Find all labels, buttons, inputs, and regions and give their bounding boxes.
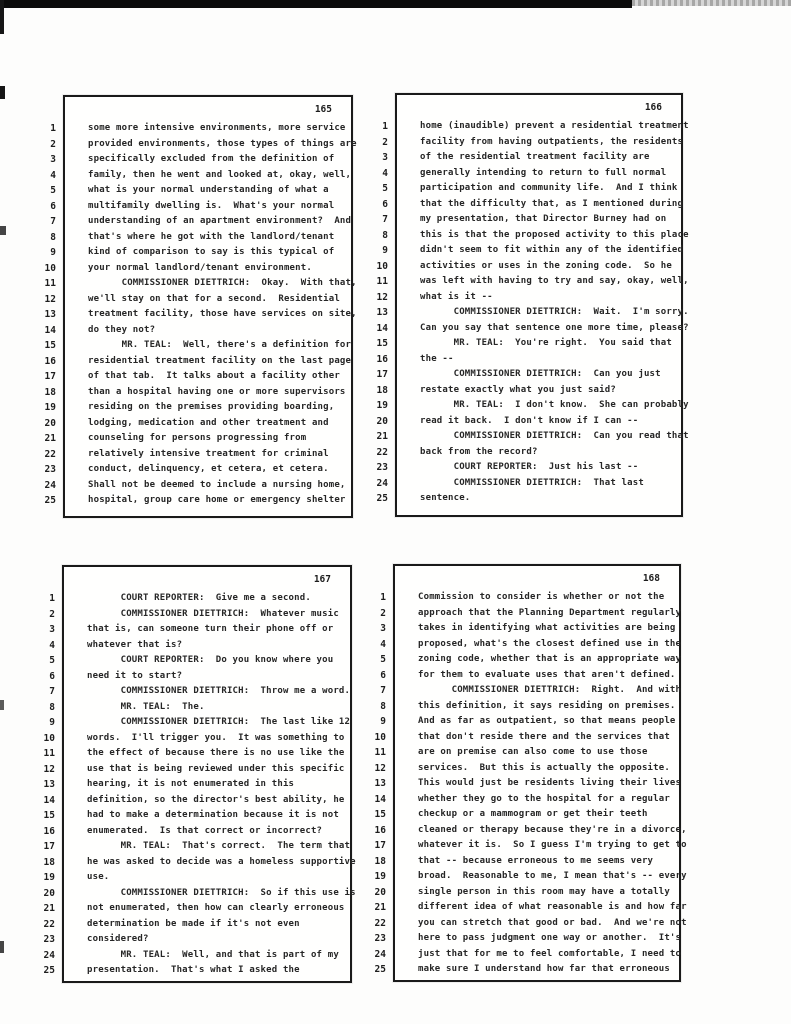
line-number: 6	[382, 198, 388, 210]
line-number: 23	[376, 462, 388, 473]
transcript-line: specifically excluded from the definition of	[88, 154, 335, 164]
transcript-line: COMMISSIONER DIETTRICH: So if this use is	[87, 887, 356, 898]
line-number: 6	[49, 670, 55, 682]
transcript-line: COURT REPORTER: Do you know where you	[87, 655, 334, 665]
transcript-line: Can you say that sentence one more time, please?	[420, 322, 689, 333]
transcript-line: are on premise can also come to use those	[418, 747, 648, 757]
line-number: 25	[43, 965, 55, 976]
transcript-line: some more intensive environments, more service	[88, 123, 346, 133]
line-number: 10	[44, 262, 56, 274]
transcript-line: facility from having outpatients, the residents	[420, 136, 684, 147]
line-number: 5	[382, 183, 388, 194]
line-number-gutter	[33, 121, 56, 509]
transcript-line: than a hospital having one or more supervisors	[88, 386, 346, 397]
scan-artifact	[0, 0, 4, 34]
transcript-line: residing on the premises providing boarding,	[88, 402, 335, 412]
transcript-line: broad. Reasonable to me, I mean that's -- every	[418, 871, 687, 881]
line-number: 13	[43, 779, 55, 790]
line-number: 6	[50, 200, 56, 212]
line-number: 13	[374, 778, 386, 789]
line-number: 10	[43, 732, 55, 744]
transcript-line: use.	[87, 872, 110, 882]
scan-edge-bar-top	[0, 0, 632, 8]
transcript-line: generally intending to return to full normal	[420, 167, 667, 178]
transcript-line: COMMISSIONER DIETTRICH: The last like 12	[87, 717, 351, 727]
line-number: 15	[44, 340, 56, 351]
line-number: 5	[49, 655, 55, 666]
line-number: 16	[44, 355, 56, 367]
line-number: 7	[380, 685, 386, 696]
page-text	[87, 591, 356, 979]
line-number: 24	[43, 949, 55, 961]
transcript-line: whether they go to the hospital for a regular	[418, 793, 670, 804]
line-number: 13	[44, 309, 56, 320]
line-number: 20	[44, 417, 56, 429]
page-number: 168	[642, 573, 660, 584]
line-number: 4	[382, 167, 388, 179]
line-number: 11	[376, 276, 388, 287]
transcript-line: understanding of an apartment environment? And	[88, 216, 352, 226]
transcript-line: COMMISSIONER DIETTRICH: Whatever music	[87, 608, 339, 619]
transcript-line: Commission to consider is whether or not the	[418, 592, 665, 602]
line-number: 16	[374, 824, 386, 836]
line-number: 22	[374, 917, 386, 929]
transcript-line: enumerated. Is that correct or incorrect?	[87, 825, 323, 836]
transcript-line: definition, so the director's best ability, he	[87, 794, 345, 805]
transcript-line: cleaned or therapy because they're in a divorce,	[418, 824, 687, 835]
page-number: 165	[314, 104, 332, 115]
line-number: 2	[380, 607, 386, 619]
transcript-line: MR. TEAL: You're right. You said that	[420, 338, 672, 348]
transcript-line: different idea of what reasonable is and how far	[418, 902, 687, 912]
line-number: 2	[49, 608, 55, 620]
page-number: 167	[313, 574, 331, 585]
transcript-line: use that is being reviewed under this specific	[87, 763, 345, 774]
transcript-line: here to pass judgment one way or another. It's	[418, 933, 682, 943]
transcript-line: what is it --	[420, 291, 493, 302]
transcript-line: sentence.	[420, 493, 471, 503]
line-number: 21	[374, 902, 386, 913]
transcript-line: whatever it is. So I guess I'm trying to get to	[418, 840, 687, 850]
transcript-line: he was asked to decide was a homeless supportive	[87, 856, 356, 867]
transcript-line: conduct, delinquency, et cetera, et cetera.	[88, 464, 329, 474]
transcript-line: MR. TEAL: Well, and that is part of my	[87, 949, 339, 960]
line-number: 9	[50, 247, 56, 258]
transcript-line: participation and community life. And I think	[420, 183, 678, 193]
page-text	[88, 121, 357, 509]
transcript-line: counseling for persons progressing from	[88, 433, 307, 443]
transcript-line: not enumerated, then how can clearly erroneous	[87, 903, 345, 913]
line-number: 22	[44, 448, 56, 460]
line-number: 20	[376, 415, 388, 427]
line-number: 10	[374, 731, 386, 743]
line-number: 24	[376, 477, 388, 489]
scan-artifact	[0, 700, 4, 710]
transcript-line: residential treatment facility on the last page	[88, 355, 352, 366]
transcript-line: determination be made if it's not even	[87, 918, 300, 929]
line-number: 9	[49, 717, 55, 728]
line-number: 11	[374, 747, 386, 758]
transcript-line: kind of comparison to say is this typical of	[88, 247, 335, 257]
page-border	[62, 565, 356, 983]
page-text	[420, 119, 689, 507]
line-number: 3	[49, 624, 55, 635]
transcript-line: MR. TEAL: That's correct. The term that	[87, 841, 351, 851]
line-number: 19	[374, 871, 386, 882]
line-number: 25	[44, 495, 56, 506]
transcript-line: MR. TEAL: The.	[87, 701, 205, 712]
transcript-line: of that tab. It talks about a facility other	[88, 371, 340, 381]
line-number: 5	[380, 654, 386, 665]
transcript-line: Shall not be deemed to include a nursing home,	[88, 479, 346, 490]
line-number-gutter	[32, 591, 55, 979]
transcript-line: the --	[420, 353, 454, 364]
page-text	[418, 590, 687, 978]
transcript-line: approach that the Planning Department regularly	[418, 607, 682, 618]
line-number: 1	[49, 593, 55, 604]
scan-edge-speckle-top-right	[632, 0, 791, 6]
line-number: 18	[374, 855, 386, 867]
transcript-page-165	[33, 95, 357, 518]
transcript-line: zoning code, whether that is an appropriate way	[418, 654, 682, 664]
transcript-line: read it back. I don't know if I can --	[420, 415, 639, 426]
line-number: 8	[382, 229, 388, 241]
transcript-line: whatever that is?	[87, 639, 183, 650]
transcript-line: lodging, medication and other treatment and	[88, 417, 329, 428]
line-number: 12	[374, 762, 386, 774]
line-number: 14	[376, 322, 388, 334]
line-number: 1	[380, 592, 386, 603]
line-number: 16	[43, 825, 55, 837]
transcript-line: hearing, it is not enumerated in this	[87, 779, 295, 789]
transcript-line: COMMISSIONER DIETTRICH: Can you just	[420, 369, 661, 379]
transcript-line: considered?	[87, 934, 149, 944]
transcript-line: your normal landlord/tenant environment.	[88, 262, 312, 273]
transcript-page-166	[365, 93, 689, 517]
line-number: 15	[376, 338, 388, 349]
line-number: 8	[50, 231, 56, 243]
line-number: 5	[50, 185, 56, 196]
line-number: 9	[382, 245, 388, 256]
line-number: 19	[43, 872, 55, 883]
transcript-line: proposed, what's the closest defined use in the	[418, 638, 682, 649]
scan-artifact	[0, 86, 5, 99]
transcript-line: for them to evaluate uses that aren't defined.	[418, 669, 676, 680]
line-number: 21	[43, 903, 55, 914]
transcript-line: make sure I understand how far that erroneous	[418, 964, 670, 974]
transcript-line: was left with having to try and say, okay, well,	[420, 276, 689, 286]
line-number-gutter	[365, 119, 388, 507]
line-number: 18	[43, 856, 55, 868]
line-number: 10	[376, 260, 388, 272]
line-number: 12	[43, 763, 55, 775]
transcript-line: the effect of because there is no use like the	[87, 748, 345, 758]
transcript-line: family, then he went and looked at, okay, well,	[88, 169, 352, 180]
transcript-line: of the residential treatment facility are	[420, 152, 650, 162]
line-number: 23	[44, 464, 56, 475]
line-number: 1	[382, 121, 388, 132]
line-number: 21	[376, 431, 388, 442]
transcript-line: that is, can someone turn their phone off or	[87, 624, 334, 634]
line-number: 2	[382, 136, 388, 148]
scan-artifact	[0, 226, 6, 235]
page-border	[395, 93, 689, 517]
page-border	[393, 564, 687, 982]
line-number: 18	[376, 384, 388, 396]
line-number: 23	[43, 934, 55, 945]
line-number: 21	[44, 433, 56, 444]
transcript-line: didn't seem to fit within any of the identified	[420, 245, 684, 255]
line-number: 3	[50, 154, 56, 165]
transcript-page-168	[363, 564, 687, 982]
line-number: 7	[50, 216, 56, 227]
transcript-line: just that for me to feel comfortable, I need to	[418, 948, 682, 959]
line-number: 25	[376, 493, 388, 504]
transcript-line: hospital, group care home or emergency shelter	[88, 495, 346, 505]
transcript-line: had to make a determination because it is not	[87, 810, 339, 820]
transcript-line: treatment facility, those have services on site,	[88, 309, 357, 319]
transcript-line: COMMISSIONER DIETTRICH: That last	[420, 477, 644, 488]
line-number: 7	[49, 686, 55, 697]
line-number: 4	[50, 169, 56, 181]
scan-artifact	[0, 941, 4, 953]
transcript-line: that -- because erroneous to me seems very	[418, 855, 654, 866]
transcript-line: single person in this room may have a totally	[418, 886, 670, 897]
transcript-line: this is that the proposed activity to this place	[420, 229, 689, 240]
transcript-line: what is your normal understanding of what a	[88, 185, 329, 195]
transcript-line: COURT REPORTER: Give me a second.	[87, 593, 311, 603]
transcript-line: COMMISSIONER DIETTRICH: Can you read that	[420, 431, 689, 441]
line-number: 17	[43, 841, 55, 852]
line-number: 2	[50, 138, 56, 150]
transcript-line: MR. TEAL: Well, there's a definition for	[88, 340, 352, 350]
transcript-line: this definition, it says residing on premises.	[418, 700, 676, 711]
line-number: 17	[374, 840, 386, 851]
transcript-page-167	[32, 565, 356, 983]
line-number: 8	[380, 700, 386, 712]
line-number: 22	[376, 446, 388, 458]
page-number: 166	[644, 102, 662, 113]
page-border	[63, 95, 357, 518]
line-number: 13	[376, 307, 388, 318]
line-number: 11	[44, 278, 56, 289]
line-number: 19	[376, 400, 388, 411]
transcript-line: restate exactly what you just said?	[420, 384, 616, 395]
transcript-line: you can stretch that good or bad. And we're not	[418, 917, 687, 928]
transcript-line: provided environments, those types of things are	[88, 138, 357, 149]
transcript-line: that the difficulty that, as I mentioned during	[420, 198, 684, 209]
line-number: 12	[44, 293, 56, 305]
transcript-line: COMMISSIONER DIETTRICH: Wait. I'm sorry.	[420, 307, 689, 317]
line-number: 19	[44, 402, 56, 413]
line-number: 7	[382, 214, 388, 225]
line-number: 14	[374, 793, 386, 805]
transcript-line: This would just be residents living their lives	[418, 778, 682, 788]
transcript-line: checkup or a mammogram or get their teeth	[418, 809, 648, 819]
line-number: 6	[380, 669, 386, 681]
line-number: 14	[43, 794, 55, 806]
line-number: 22	[43, 918, 55, 930]
line-number: 4	[380, 638, 386, 650]
line-number: 9	[380, 716, 386, 727]
transcript-line: do they not?	[88, 324, 156, 335]
transcript-line: COURT REPORTER: Just his last --	[420, 462, 639, 472]
line-number: 20	[374, 886, 386, 898]
line-number: 11	[43, 748, 55, 759]
line-number: 3	[380, 623, 386, 634]
line-number: 15	[374, 809, 386, 820]
transcript-line: presentation. That's what I asked the	[87, 965, 300, 975]
transcript-line: multifamily dwelling is. What's your normal	[88, 200, 335, 211]
line-number: 3	[382, 152, 388, 163]
line-number: 14	[44, 324, 56, 336]
transcript-line: activities or uses in the zoning code. So he	[420, 260, 672, 271]
transcript-line: that don't reside there and the services that	[418, 731, 670, 742]
transcript-line: services. But this is actually the opposite.	[418, 762, 670, 773]
transcript-line: need it to start?	[87, 670, 183, 681]
transcript-line: home (inaudible) prevent a residential treatment	[420, 121, 689, 131]
line-number: 18	[44, 386, 56, 398]
transcript-line: we'll stay on that for a second. Residential	[88, 293, 340, 304]
transcript-line: relatively intensive treatment for criminal	[88, 448, 329, 459]
line-number: 24	[44, 479, 56, 491]
line-number: 24	[374, 948, 386, 960]
transcript-line: COMMISSIONER DIETTRICH: Okay. With that,	[88, 278, 357, 288]
transcript-line: MR. TEAL: I don't know. She can probably	[420, 400, 689, 410]
transcript-line: COMMISSIONER DIETTRICH: Right. And with	[418, 685, 682, 695]
transcript-line: back from the record?	[420, 446, 538, 457]
line-number: 16	[376, 353, 388, 365]
line-number: 15	[43, 810, 55, 821]
transcript-line: that's where he got with the landlord/tenant	[88, 231, 335, 242]
line-number: 20	[43, 887, 55, 899]
transcript-line: COMMISSIONER DIETTRICH: Throw me a word.	[87, 686, 351, 696]
line-number: 23	[374, 933, 386, 944]
line-number: 17	[376, 369, 388, 380]
transcript-line: words. I'll trigger you. It was something to	[87, 732, 345, 743]
line-number: 8	[49, 701, 55, 713]
line-number: 17	[44, 371, 56, 382]
line-number: 25	[374, 964, 386, 975]
transcript-line: my presentation, that Director Burney had on	[420, 214, 667, 224]
line-number: 12	[376, 291, 388, 303]
transcript-line: takes in identifying what activities are being	[418, 623, 676, 633]
line-number: 4	[49, 639, 55, 651]
line-number: 1	[50, 123, 56, 134]
line-number-gutter	[363, 590, 386, 978]
transcript-line: And as far as outpatient, so that means people	[418, 716, 676, 726]
